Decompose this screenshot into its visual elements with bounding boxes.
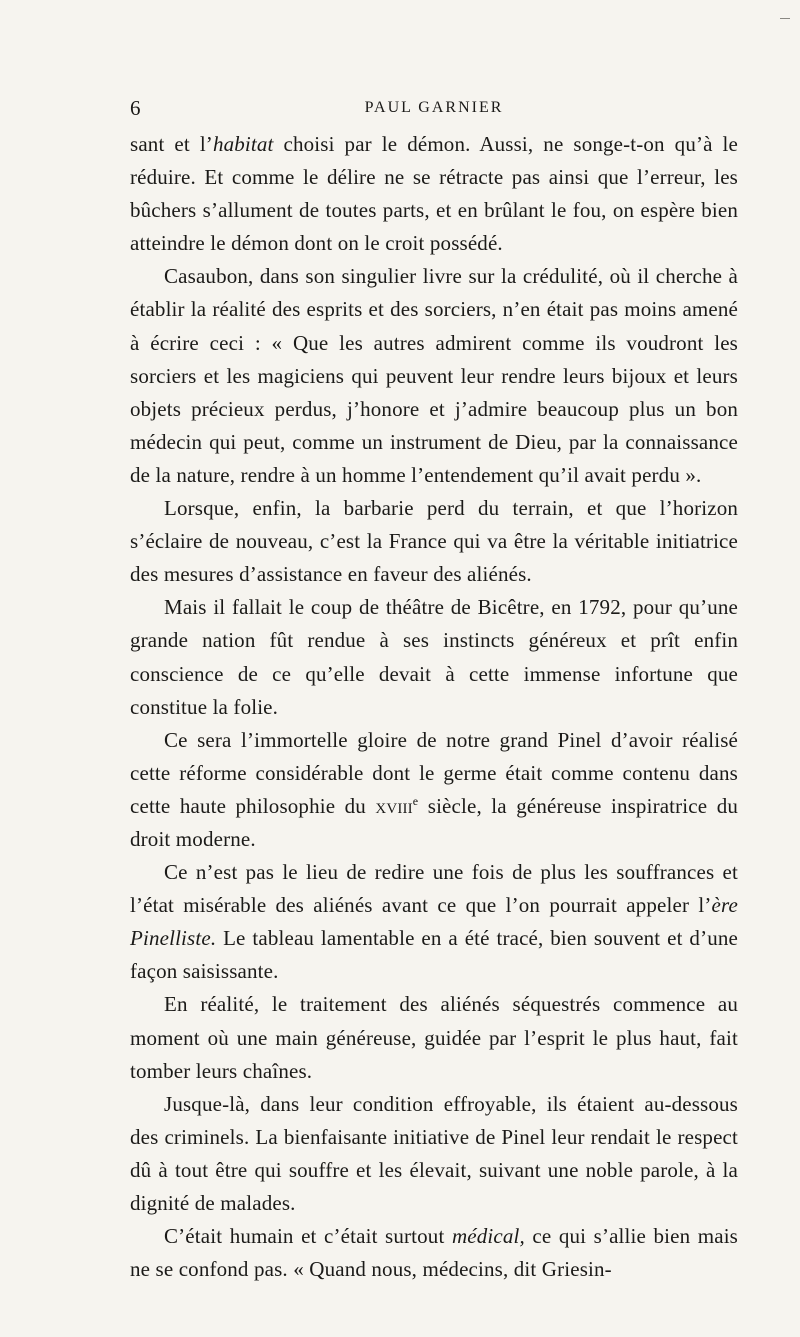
running-head: PAUL GARNIER (364, 99, 504, 116)
text-run: Le tableau lamentable en a été tracé, bien souvent et d’une façon saisissante. (130, 926, 738, 984)
text-run: En réalité, le traitement des aliénés séquestrés commence au moment où une main généreuse, guidée par l’esprit le plus haut, fait tomber leurs chaînes. (130, 992, 738, 1083)
paragraph (130, 591, 738, 723)
text-run: C’était humain et c’était surtout (164, 1224, 452, 1249)
text-run: Mais il fallait le coup de théâtre de Bicêtre, en 1792, pour qu’une grande nation fût rendue à ses instincts généreux et prît enfin conscience de ce qu’elle devait à cette immense infortune que constitue la folie. (130, 595, 738, 719)
italic-text: habitat (212, 132, 274, 156)
text-run: choisi par le démon. Aussi, ne songe-t-on qu’à le réduire. Et comme le délire ne se rétracte pas ainsi que l’erreur, les bûchers s’allument de toutes parts, et en brûlant le fou, on espère bien atteindre le démon dont on le croit possédé. (130, 132, 739, 256)
text-run: Casaubon, dans son singulier livre sur la crédulité, où il cherche à établir la réalité des esprits et des sorciers, n’en était pas moins amené à écrire ceci : « Que les autres admirent comme ils voudront les sorciers et les magiciens qui peuvent leur rendre leurs bijoux et leurs objets précieux perdus, j’honore et j’admire beaucoup plus un bon médecin qui peut, comme un instrument de Dieu, par la connaissance de la nature, rendre à un homme l’entendement qu’il avait perdu ». (130, 264, 738, 487)
text-run: sant et l’ (130, 132, 213, 156)
paragraph (130, 724, 738, 856)
paragraph (130, 988, 738, 1087)
body-text (130, 128, 738, 1286)
paragraph (130, 260, 738, 492)
italic-text: médical, (451, 1224, 525, 1249)
paragraph (130, 492, 738, 591)
superscript: e (412, 793, 419, 808)
scan-mark (780, 18, 790, 19)
paragraph (130, 1088, 738, 1220)
text-run: Ce n’est pas le lieu de redire une fois de plus les souffrances et l’état misérable des aliénés avant ce que l’on pourrait appeler l’ (130, 860, 738, 918)
text-run: siècle, la généreuse inspiratrice du droit moderne. (130, 793, 738, 851)
small-caps-text: xviii (375, 793, 413, 818)
text-run: Ce sera l’immortelle gloire de notre grand Pinel d’avoir réalisé cette réforme considérable dont le germe était comme contenu dans cette haute philosophie du (130, 727, 738, 818)
page-header (130, 96, 738, 120)
page-number: 6 (130, 96, 141, 120)
paragraph (130, 856, 738, 988)
italic-text: ère Pinelliste. (130, 893, 738, 951)
paragraph (130, 128, 738, 260)
paragraph (130, 1220, 738, 1286)
text-run: ce qui s’allie bien mais ne se confond pas. « Quand nous, médecins, dit Griesin- (130, 1224, 739, 1282)
text-run: Jusque-là, dans leur condition effroyable, ils étaient au-dessous des criminels. La bienfaisante initiative de Pinel leur rendait le respect dû à tout être qui souffre et les élevait, suivant une noble parole, à la dignité de malades. (130, 1091, 738, 1215)
text-run: Lorsque, enfin, la barbarie perd du terrain, et que l’horizon s’éclaire de nouveau, c’est la France qui va être la véritable initiatrice des mesures d’assistance en faveur des aliénés. (130, 496, 738, 587)
